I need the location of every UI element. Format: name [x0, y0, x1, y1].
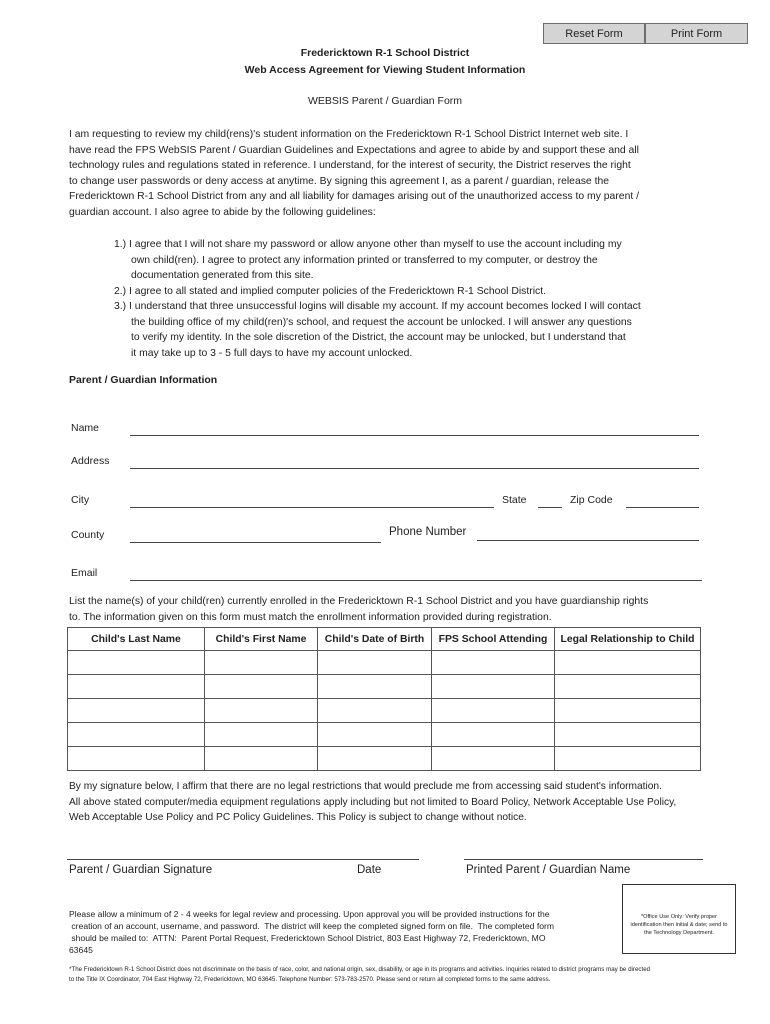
guideline-line: 3.) I understand that three unsuccessful logins will disable my account. If my account becomes locked I will contact	[114, 301, 641, 312]
guidelines-list	[114, 237, 714, 361]
state-label: State	[502, 494, 527, 506]
table-cell[interactable]	[205, 699, 318, 723]
intro-line: guardian account. I also agree to abide by the following guidelines:	[69, 206, 376, 218]
guideline-line: to verify my identity. In the sole discretion of the District, the account may be unlocked, but I understand that	[131, 332, 626, 343]
signature-label: Parent / Guardian Signature	[69, 864, 213, 876]
table-cell[interactable]	[432, 699, 555, 723]
processing-paragraph	[69, 908, 619, 956]
guideline-2	[114, 284, 714, 300]
table-cell[interactable]	[68, 675, 205, 699]
guideline-3	[114, 299, 714, 361]
agreement-title: Web Access Agreement for Viewing Student Information	[244, 64, 526, 76]
table-cell[interactable]	[432, 651, 555, 675]
col-first-name: Child's First Name	[205, 628, 318, 651]
table-cell[interactable]	[555, 675, 701, 699]
table-cell[interactable]	[68, 747, 205, 771]
processing-line: should be mailed to: ATTN: Parent Portal Request, Fredericktown School District, 803 East Highway 72, Fredericktown, MO	[69, 933, 546, 943]
table-cell[interactable]	[205, 675, 318, 699]
name-label: Name	[71, 422, 100, 434]
table-cell[interactable]	[432, 675, 555, 699]
zip-label: Zip Code	[570, 494, 613, 506]
city-field[interactable]	[130, 507, 494, 508]
city-label: City	[71, 494, 90, 506]
table-row	[68, 675, 701, 699]
table-cell[interactable]	[318, 651, 432, 675]
date-label: Date	[357, 864, 382, 876]
table-cell[interactable]	[205, 651, 318, 675]
nondiscrimination-footer	[69, 965, 739, 985]
zip-field[interactable]	[626, 507, 699, 508]
processing-line: creation of an account, username, and password. The district will keep the completed signed form on file. The completed form	[69, 921, 555, 931]
county-label: County	[71, 529, 105, 541]
table-cell[interactable]	[205, 747, 318, 771]
intro-line: have read the FPS WebSIS Parent / Guardian Guidelines and Expectations and agree to abide by and support these and all	[69, 144, 639, 156]
table-row	[68, 747, 701, 771]
affirmation-paragraph	[69, 779, 729, 826]
table-cell[interactable]	[318, 699, 432, 723]
footer-line: to the Title IX Coordinator, 704 East Highway 72, Fredericktown, MO 63645. Telephone Number: 573-783-2570. Please send or return all completed forms to the same address.	[69, 976, 551, 983]
printed-name-field[interactable]	[464, 859, 703, 860]
guideline-1	[114, 237, 714, 284]
reset-form-button[interactable]: Reset Form	[543, 23, 645, 44]
address-field[interactable]	[130, 468, 699, 469]
phone-label: Phone Number	[389, 526, 467, 538]
table-cell[interactable]	[205, 723, 318, 747]
table-cell[interactable]	[68, 699, 205, 723]
children-table	[67, 627, 701, 771]
children-intro	[69, 594, 729, 625]
table-cell[interactable]	[555, 723, 701, 747]
guideline-line: own child(ren). I agree to protect any information printed or transferred to my computer, or destroy the	[131, 254, 598, 266]
guideline-line: the building office of my child(ren)'s school, and request the account be unlocked. I will answer any questions	[131, 316, 632, 328]
table-cell[interactable]	[555, 747, 701, 771]
col-last-name: Child's Last Name	[68, 628, 205, 651]
office-use-line: identification then initial & date; send to	[630, 922, 728, 928]
table-cell[interactable]	[68, 723, 205, 747]
processing-line: Please allow a minimum of 2 - 4 weeks for legal review and processing. Upon approval you will be provided instructions for the	[69, 909, 550, 919]
col-date-of-birth: Child's Date of Birth	[318, 628, 432, 651]
email-label: Email	[71, 567, 98, 579]
name-field[interactable]	[130, 435, 699, 436]
form-name: WEBSIS Parent / Guardian Form	[307, 95, 463, 107]
guideline-line: documentation generated from this site.	[131, 270, 314, 281]
table-header-row	[68, 628, 701, 651]
intro-line: to change user passwords or deny access at anytime. By signing this agreement I, as a parent / guardian, release the	[69, 175, 610, 187]
footer-line: *The Fredericktown R-1 School District does not discriminate on the basis of race, color, and national origin, sex, disability, or age in its programs and activities. Inquiries related to district programs may be directed	[69, 966, 651, 973]
office-use-line: *Office Use Only: Verify proper	[640, 914, 718, 920]
office-use-box	[622, 884, 736, 954]
phone-field[interactable]	[477, 540, 699, 541]
email-field[interactable]	[130, 580, 702, 581]
table-row	[68, 699, 701, 723]
table-cell[interactable]	[318, 675, 432, 699]
affirm-line: Web Acceptable Use Policy and PC Policy Guidelines. This Policy is subject to change without notice.	[69, 812, 527, 823]
parent-info-heading: Parent / Guardian Information	[69, 374, 218, 386]
table-cell[interactable]	[318, 747, 432, 771]
table-cell[interactable]	[318, 723, 432, 747]
col-legal-relationship: Legal Relationship to Child	[555, 628, 701, 651]
table-cell[interactable]	[432, 723, 555, 747]
guideline-line: 1.) I agree that I will not share my password or allow anyone other than myself to use the account including my	[114, 239, 622, 250]
table-cell[interactable]	[555, 651, 701, 675]
col-school-attending: FPS School Attending	[432, 628, 555, 651]
intro-paragraph	[69, 127, 709, 220]
children-intro-line: List the name(s) of your child(ren) currently enrolled in the Fredericktown R-1 School District and you have guardianship rights	[69, 596, 649, 607]
state-field[interactable]	[538, 507, 562, 508]
processing-line: 63645	[69, 945, 93, 955]
intro-line: Fredericktown R-1 School District from any and all liability for damages arising out of the unauthorized access to my parent /	[69, 191, 640, 202]
county-field[interactable]	[130, 542, 381, 543]
table-cell[interactable]	[68, 651, 205, 675]
affirm-line: By my signature below, I affirm that there are no legal restrictions that would preclude me from accessing said student's information.	[69, 781, 662, 792]
guideline-line: 2.) I agree to all stated and implied computer policies of the Fredericktown R-1 School District.	[114, 285, 546, 297]
district-title: Fredericktown R-1 School District	[300, 47, 470, 59]
address-label: Address	[71, 455, 110, 467]
table-row	[68, 723, 701, 747]
table-row	[68, 651, 701, 675]
office-use-line: the Technology Department.	[644, 930, 714, 936]
table-cell[interactable]	[432, 747, 555, 771]
intro-line: I am requesting to review my child(rens)'s student information on the Fredericktown R-1 School District Internet web site. I	[69, 129, 629, 140]
signature-field[interactable]	[67, 859, 419, 860]
table-cell[interactable]	[555, 699, 701, 723]
affirm-line: All above stated computer/media equipment regulations apply including but not limited to Board Policy, Network Acceptable Use Policy,	[69, 796, 677, 808]
print-form-button[interactable]: Print Form	[645, 23, 748, 44]
children-intro-line: to. The information given on this form must match the enrollment information provided during registration.	[69, 611, 552, 623]
intro-line: technology rules and regulations stated in reference. I understand, for the interest of security, the District reserves the right	[69, 160, 631, 171]
guideline-line: it may take up to 3 - 5 full days to have my account unlocked.	[131, 347, 413, 359]
printed-name-label: Printed Parent / Guardian Name	[466, 864, 631, 876]
